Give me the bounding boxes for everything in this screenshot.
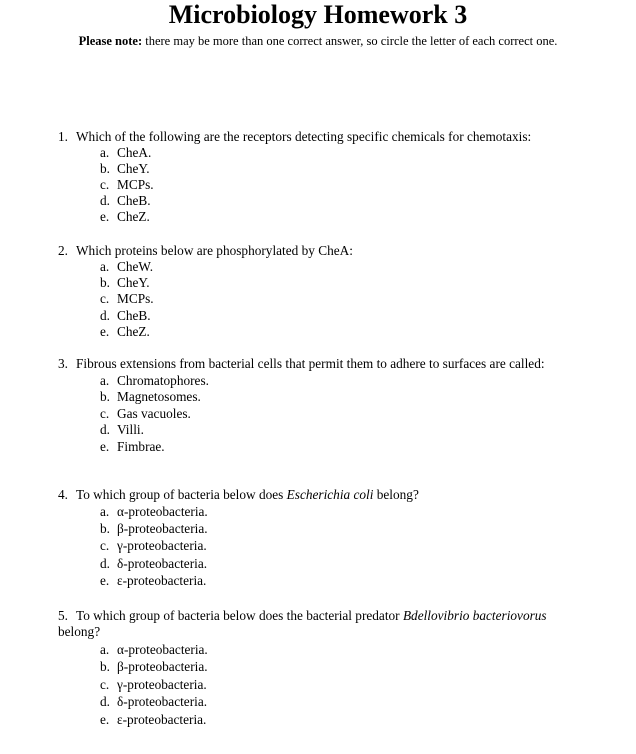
- choice-text: γ-proteobacteria.: [117, 676, 207, 692]
- question-stem: [58, 487, 578, 503]
- choice-text: γ-proteobacteria.: [117, 538, 207, 554]
- answer-choice-d[interactable]: [100, 308, 578, 324]
- choice-text: α-proteobacteria.: [117, 504, 208, 519]
- question-3: [58, 356, 578, 455]
- answer-choice-a[interactable]: [100, 503, 578, 520]
- organism-name: Bdellovibrio bacteriovorus: [402, 608, 547, 623]
- answer-choice-c[interactable]: [100, 177, 578, 193]
- question-stem: [58, 608, 578, 640]
- answer-choice-e[interactable]: [100, 209, 578, 225]
- choice-letter: e.: [100, 711, 110, 727]
- answer-choice-b[interactable]: [100, 520, 578, 537]
- choice-letter: b.: [100, 389, 110, 405]
- choice-text: β-proteobacteria.: [117, 521, 208, 537]
- choice-text: MCPs.: [117, 291, 154, 307]
- question-number: 1.: [58, 129, 68, 144]
- choice-letter: d.: [100, 694, 110, 710]
- choice-text: α-proteobacteria.: [117, 642, 208, 657]
- question-stem: [58, 356, 578, 372]
- choice-letter: c.: [100, 291, 110, 307]
- answer-choice-c[interactable]: [100, 406, 578, 422]
- question-stem: [58, 243, 578, 259]
- choice-letter: b.: [100, 161, 110, 177]
- answer-choice-d[interactable]: [100, 555, 578, 572]
- choice-text: CheB.: [117, 307, 151, 323]
- choice-text: CheB.: [117, 193, 151, 209]
- question-number: 5.: [58, 608, 68, 623]
- choice-text: CheY.: [117, 275, 150, 291]
- question-text: Fibrous extensions from bacterial cells that permit them to adhere to surfaces are called:: [76, 356, 545, 371]
- answer-choice-c[interactable]: [100, 676, 578, 693]
- choice-letter: a.: [100, 145, 110, 160]
- choice-text: ε-proteobacteria.: [117, 711, 207, 727]
- choice-text: Fimbrae.: [117, 438, 165, 454]
- choice-letter: d.: [100, 193, 110, 209]
- answer-choice-e[interactable]: [100, 572, 578, 589]
- choice-text: CheA.: [117, 145, 152, 160]
- choice-letter: e.: [100, 572, 110, 588]
- choice-letter: d.: [100, 422, 110, 438]
- choice-letter: c.: [100, 538, 110, 554]
- choice-letter: a.: [100, 642, 110, 657]
- choice-text: β-proteobacteria.: [117, 659, 208, 675]
- choice-text: CheW.: [117, 259, 154, 274]
- choice-letter: b.: [100, 659, 110, 675]
- choice-text: δ-proteobacteria.: [117, 694, 208, 710]
- choice-text: Magnetosomes.: [117, 389, 201, 405]
- choice-text: MCPs.: [117, 177, 154, 193]
- organism-name: Escherichia coli: [286, 487, 374, 502]
- choice-text: δ-proteobacteria.: [117, 555, 208, 571]
- answer-choice-a[interactable]: [100, 259, 578, 275]
- question-number: 4.: [58, 487, 68, 502]
- choice-text: CheZ.: [117, 209, 150, 225]
- choice-letter: b.: [100, 275, 110, 291]
- answer-choice-a[interactable]: [100, 641, 578, 658]
- answer-choices: [58, 641, 578, 728]
- answer-choice-e[interactable]: [100, 439, 578, 455]
- answer-choice-c[interactable]: [100, 291, 578, 307]
- question-1: [58, 129, 578, 225]
- answer-choice-c[interactable]: [100, 537, 578, 554]
- answer-choice-e[interactable]: [100, 324, 578, 340]
- answer-choices: [58, 145, 578, 225]
- choice-letter: a.: [100, 373, 110, 388]
- question-text-before: To which group of bacteria below does the bacterial predator: [76, 608, 403, 623]
- choice-letter: a.: [100, 504, 110, 519]
- answer-choice-b[interactable]: [100, 658, 578, 675]
- choice-text: Gas vacuoles.: [117, 405, 191, 421]
- answer-choice-b[interactable]: [100, 275, 578, 291]
- note-label: Please note:: [78, 34, 143, 48]
- answer-choice-d[interactable]: [100, 193, 578, 209]
- answer-choice-a[interactable]: [100, 373, 578, 389]
- question-text-before: To which group of bacteria below does: [76, 487, 287, 502]
- question-text: Which proteins below are phosphorylated by CheA:: [76, 243, 353, 258]
- answer-choices: [58, 259, 578, 340]
- page-title: Microbiology Homework 3: [168, 0, 468, 29]
- choice-letter: e.: [100, 209, 110, 225]
- question-text-after: belong?: [373, 487, 419, 502]
- answer-choice-d[interactable]: [100, 422, 578, 438]
- answer-choices: [58, 373, 578, 455]
- answer-choice-b[interactable]: [100, 389, 578, 405]
- note-text: there may be more than one correct answer, so circle the letter of each correct one.: [142, 34, 558, 48]
- choice-text: Chromatophores.: [117, 373, 209, 388]
- answer-choice-d[interactable]: [100, 693, 578, 710]
- instructions-note: [70, 33, 566, 49]
- question-5: [58, 608, 578, 728]
- choice-letter: d.: [100, 555, 110, 571]
- choice-letter: a.: [100, 259, 110, 274]
- choice-text: CheZ.: [117, 323, 150, 339]
- choice-text: Villi.: [117, 422, 144, 438]
- choice-letter: d.: [100, 307, 110, 323]
- choice-letter: c.: [100, 177, 110, 193]
- answer-choice-e[interactable]: [100, 711, 578, 728]
- answer-choice-a[interactable]: [100, 145, 578, 161]
- question-4: [58, 487, 578, 589]
- choice-letter: c.: [100, 676, 110, 692]
- question-text: Which of the following are the receptors detecting specific chemicals for chemotaxis:: [76, 129, 532, 144]
- choice-letter: c.: [100, 405, 110, 421]
- choice-text: ε-proteobacteria.: [117, 572, 207, 588]
- question-2: [58, 243, 578, 340]
- question-number: 3.: [58, 356, 68, 371]
- answer-choice-b[interactable]: [100, 161, 578, 177]
- answer-choices: [58, 503, 578, 589]
- question-stem: [58, 129, 578, 145]
- choice-letter: e.: [100, 323, 110, 339]
- choice-text: CheY.: [117, 161, 150, 177]
- choice-letter: e.: [100, 438, 110, 454]
- choice-letter: b.: [100, 521, 110, 537]
- question-text-after: belong?: [58, 624, 101, 639]
- question-number: 2.: [58, 243, 68, 258]
